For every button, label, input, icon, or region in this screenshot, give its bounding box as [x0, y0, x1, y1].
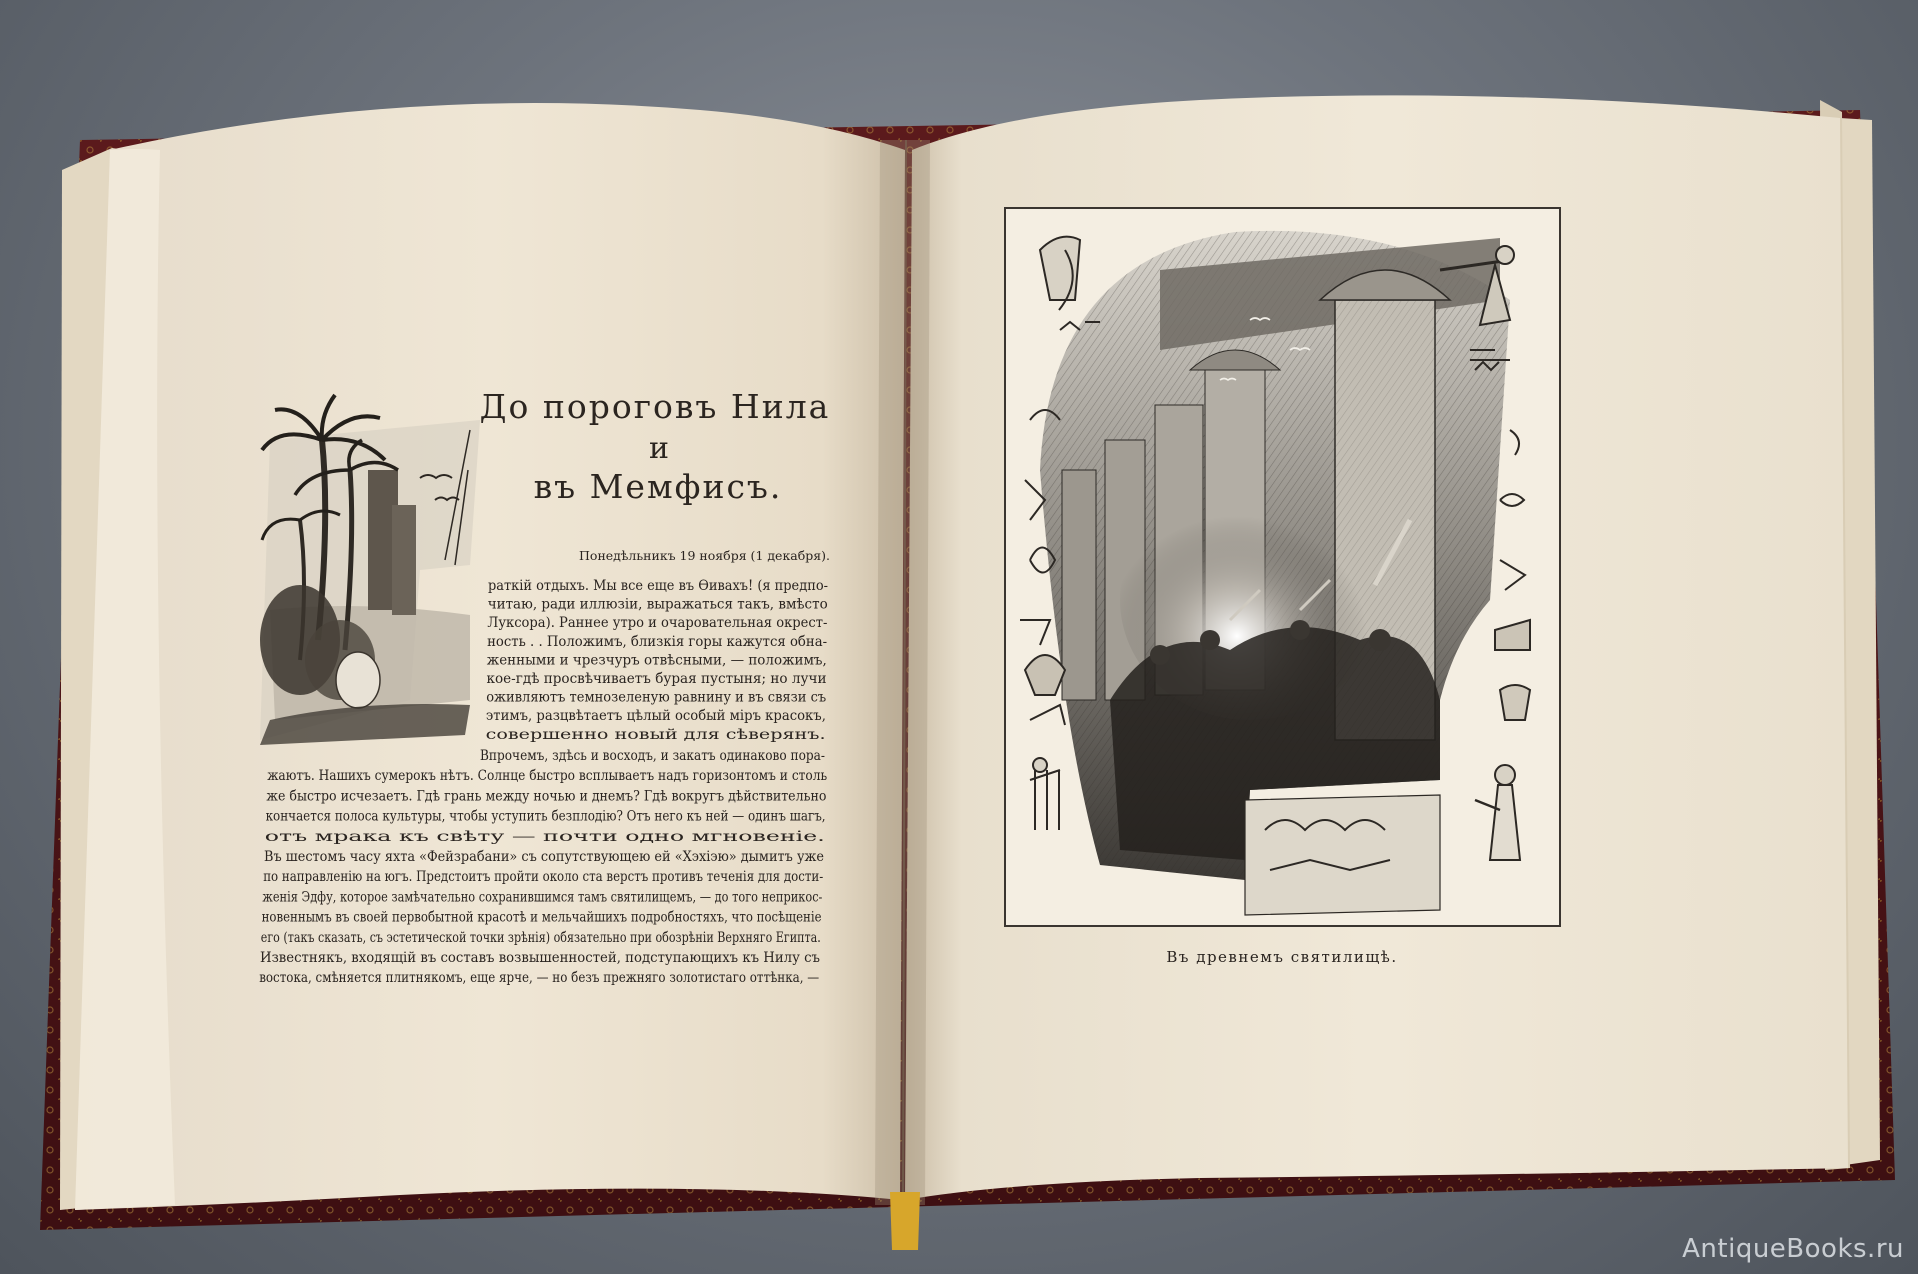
- engraving-plate: [1005, 208, 1560, 926]
- paragraph-line: отъ мрака къ свѣту — почти одно мгновеніе.: [264, 828, 825, 845]
- title-line-3: въ Мемфисъ.: [533, 467, 783, 506]
- paragraph-line: по направленію на югъ. Предстоитъ пройти около ста верстъ противъ теченія для дости-: [263, 869, 824, 886]
- paragraph-line: оживляютъ темнозеленую равнину и въ связи съ: [486, 689, 827, 706]
- paragraph-line: женія Эдфу, которое замѣчательно сохранившимся тамъ святилищемъ, — до того неприкос-: [262, 889, 823, 906]
- paragraph-line: новеннымъ въ своей первобытной красотѣ и мельчайшихъ подробностяхъ, что посѣщеніе: [261, 909, 822, 926]
- watermark: AntiqueBooks.ru: [1682, 1234, 1904, 1264]
- dateline: Понедѣльникъ 19 ноября (1 декабря).: [579, 548, 830, 563]
- paragraph-line: кое-гдѣ просвѣчиваетъ бурая пустыня; но лучи: [486, 671, 827, 687]
- paragraph-line: этимъ, разцвѣтаетъ цѣлый особый міръ красокъ,: [485, 708, 826, 725]
- paragraph-line: Впрочемъ, здѣсь и восходъ, и закатъ одинаково пора-: [480, 748, 825, 764]
- paragraph-line: раткій отдыхъ. Мы все еще въ Ѳивахъ! (я предпо-: [488, 578, 828, 594]
- paragraph-line: Луксора). Раннее утро и очаровательная окрест-: [487, 615, 828, 632]
- ribbon-bookmark: [890, 1192, 920, 1250]
- paragraph-line: совершенно новый для сѣверянъ.: [485, 726, 826, 743]
- paragraph-line: Известнякъ, входящій въ составъ возвышенностей, подступающихъ къ Нилу съ: [260, 950, 821, 966]
- paragraph-line: ность . . Положимъ, близкія горы кажутся обна-: [487, 633, 828, 650]
- paragraph-line: востока, смѣняется плитнякомъ, еще ярче, — но безъ прежняго золотистаго оттѣнка, —: [259, 970, 820, 987]
- title-line-2: и: [649, 431, 671, 466]
- paragraph-line: Въ шестомъ часу яхта «Фейзрабани» съ сопутствующею ей «Хэхіэю» дымитъ уже: [264, 849, 825, 865]
- paragraph-line: его (такъ сказать, съ эстетической точки зрѣнія) обязательно при обозрѣніи Верхняго Египта.: [260, 929, 821, 946]
- paragraph-line: женными и чрезчуръ отвѣсными, — положимъ,: [486, 652, 827, 669]
- plate-caption: Въ древнемъ святилищѣ.: [1166, 948, 1398, 966]
- paragraph-line: кончается полоса культуры, чтобы уступить безплодію? Отъ него къ ней — одинъ шагъ,: [265, 808, 826, 825]
- paragraph-line: жаютъ. Нашихъ сумерокъ нѣтъ. Солнце быстро всплываетъ надъ горизонтомъ и столь: [267, 768, 828, 785]
- title-line-1: До пороговъ Нила: [479, 387, 831, 426]
- paragraph-narrow: [486, 578, 828, 743]
- paragraph-line: читаю, ради иллюзіи, выражаться такъ, вмѣсто: [487, 596, 828, 613]
- paragraph-line: же быстро исчезаетъ. Гдѣ грань между ночью и днемъ? Гдѣ вокругъ дѣйствительно: [266, 788, 827, 805]
